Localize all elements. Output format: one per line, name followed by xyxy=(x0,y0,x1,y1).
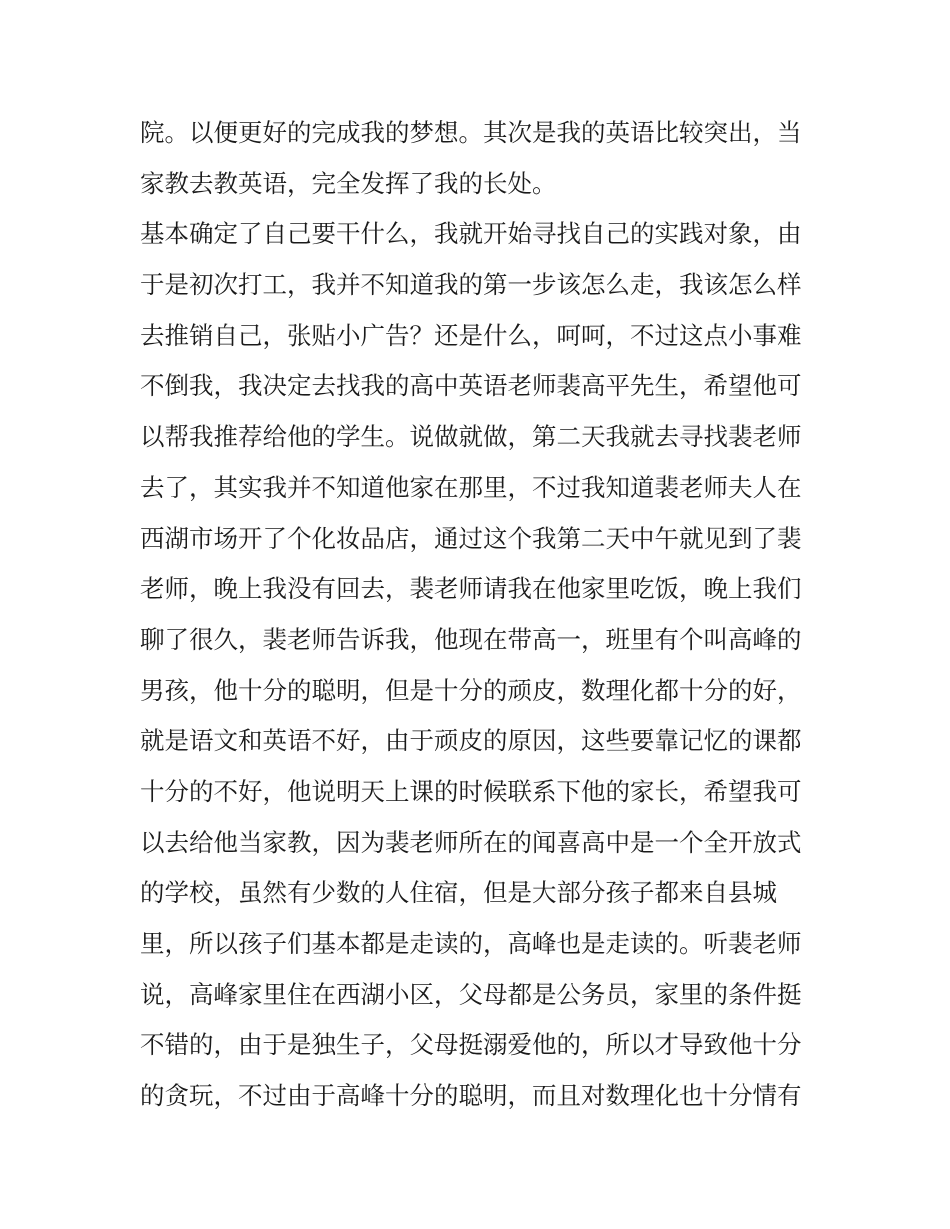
text-line: 于是初次打工，我并不知道我的第一步该怎么走，我该怎么样 xyxy=(140,270,802,300)
text-line: 院。以便更好的完成我的梦想。其次是我的英语比较突出，当 xyxy=(140,118,802,147)
text-line: 老师，晚上我没有回去，裴老师请我在他家里吃饭，晚上我们 xyxy=(140,574,802,604)
text-line: 家教去教英语，完全发挥了我的长处。 xyxy=(140,168,557,198)
body-text xyxy=(140,108,820,1122)
text-line: 就是语文和英语不好，由于顽皮的原因，这些要靠记忆的课都 xyxy=(140,726,802,756)
text-line: 里，所以孩子们基本都是走读的，高峰也是走读的。听裴老师 xyxy=(140,929,802,958)
text-line: 的贪玩，不过由于高峰十分的聪明，而且对数理化也十分情有 xyxy=(140,1081,802,1111)
text-line: 聊了很久，裴老师告诉我，他现在带高一，班里有个叫高峰的 xyxy=(140,624,802,654)
text-line: 以去给他当家教，因为裴老师所在的闻喜高中是一个全开放式 xyxy=(140,827,802,857)
text-line: 男孩，他十分的聪明，但是十分的顽皮，数理化都十分的好， xyxy=(140,675,802,705)
text-line: 去推销自己，张贴小广告？还是什么，呵呵，不过这点小事难 xyxy=(140,320,802,350)
text-line: 以帮我推荐给他的学生。说做就做，第二天我就去寻找裴老师 xyxy=(140,422,802,452)
text-line: 西湖市场开了个化妆品店，通过这个我第二天中午就见到了裴 xyxy=(140,523,802,553)
text-line: 基本确定了自己要干什么，我就开始寻找自己的实践对象，由 xyxy=(140,219,802,249)
text-line: 不倒我，我决定去找我的高中英语老师裴高平先生，希望他可 xyxy=(140,371,802,401)
text-line: 十分的不好，他说明天上课的时候联系下他的家长，希望我可 xyxy=(140,776,802,806)
text-line: 去了，其实我并不知道他家在那里，不过我知道裴老师夫人在 xyxy=(140,472,802,502)
text-line: 的学校，虽然有少数的人住宿，但是大部分孩子都来自县城 xyxy=(140,878,777,908)
text-line: 不错的，由于是独生子，父母挺溺爱他的，所以才导致他十分 xyxy=(140,1030,802,1060)
text-line: 说，高峰家里住在西湖小区，父母都是公务员，家里的条件挺 xyxy=(140,979,802,1009)
